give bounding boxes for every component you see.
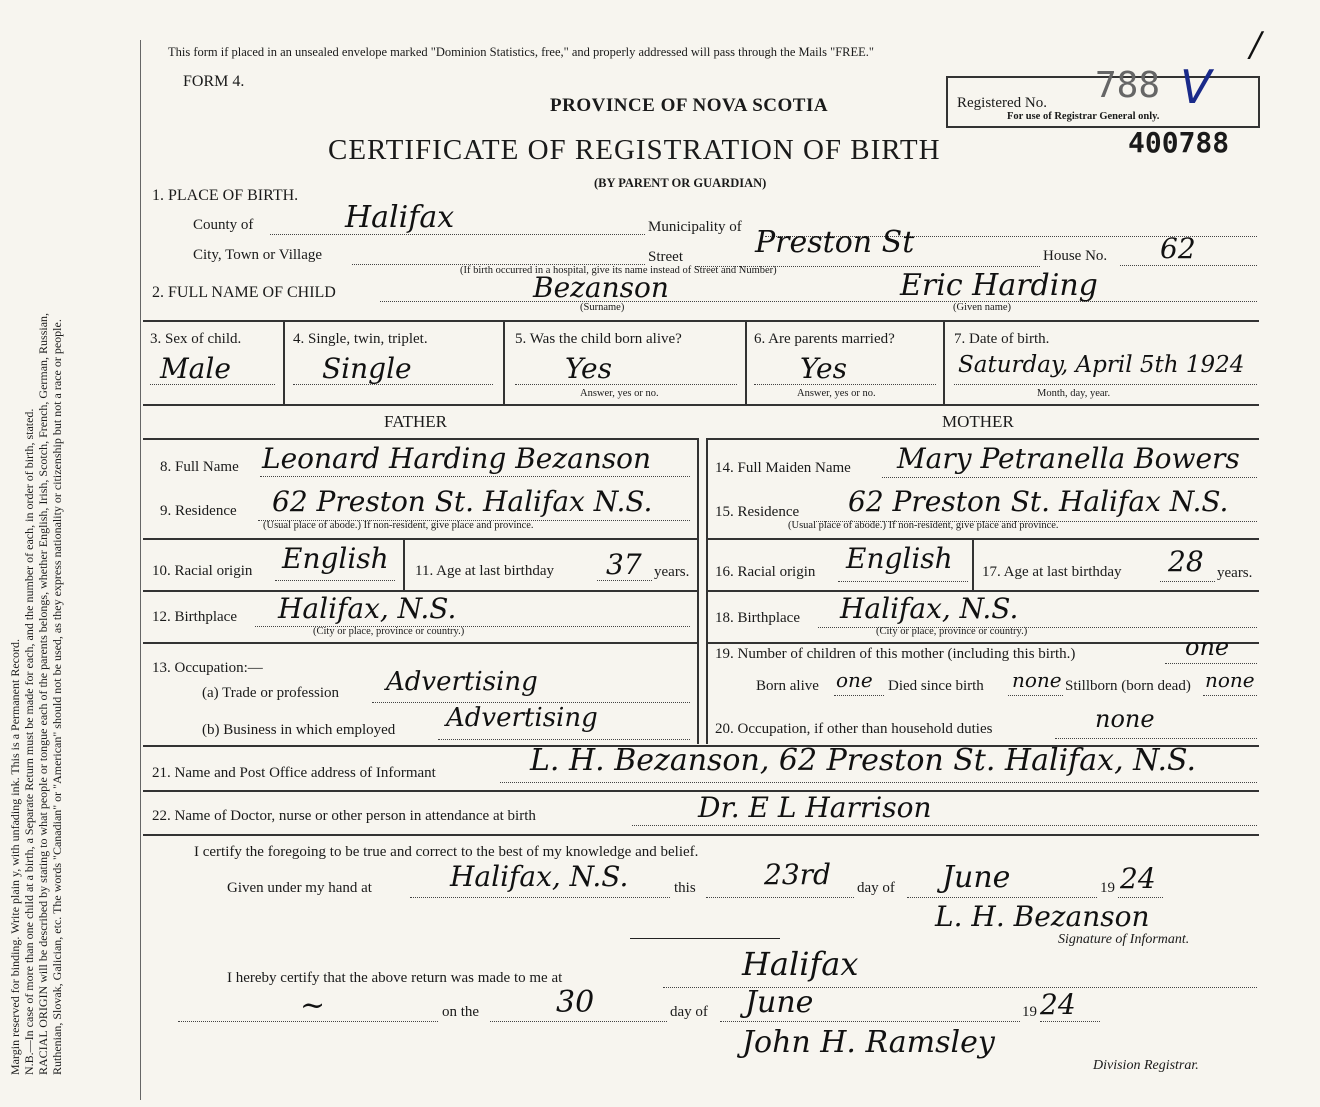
margin-divider (140, 40, 141, 1100)
certificate-title: CERTIFICATE OF REGISTRATION OF BIRTH (328, 134, 941, 166)
father-racial-label: 10. Racial origin (152, 563, 253, 579)
certificate-subtitle: (BY PARENT OR GUARDIAN) (594, 176, 767, 190)
province-title: PROVINCE OF NOVA SCOTIA (550, 95, 829, 116)
mother-age-value: 28 (1168, 545, 1204, 578)
sex-value: Male (160, 352, 231, 385)
born-alive-count-label: Born alive (756, 678, 819, 694)
on-the-label: on the (442, 1004, 480, 1020)
married-label: 6. Are parents married? (754, 331, 895, 347)
father-age-unit: years. (654, 564, 690, 580)
informant-value: L. H. Bezanson, 62 Preston St. Halifax, N.S. (530, 743, 1197, 778)
registered-label: Registered No. (957, 95, 1047, 111)
father-business-value: Advertising (446, 703, 598, 733)
mother-children-label: 19. Number of children of this mother (including this birth.) (715, 646, 1076, 662)
given-day-of-label: day of (857, 880, 895, 896)
single-twin-label: 4. Single, twin, triplet. (293, 331, 428, 347)
stillborn-label: Stillborn (born dead) (1065, 678, 1191, 694)
hospital-note: (If birth occurred in a hospital, give its name instead of Street and Number) (460, 265, 777, 276)
form-number: FORM 4. (183, 73, 245, 90)
mother-racial-value: English (846, 542, 953, 575)
margin-line-1: Margin reserved for binding. Write plain y, with unfading ink. This is a Permanent Record. (8, 639, 22, 1075)
stamp-number: 400788 (1128, 126, 1230, 159)
date-of-birth-note: Month, day, year. (1037, 388, 1111, 399)
father-racial-value: English (282, 542, 389, 575)
certify-statement: I certify the foregoing to be true and correct to the best of my knowledge and belief. (194, 844, 699, 860)
father-birthplace-note: (City or place, province or country.) (313, 626, 465, 637)
given-under-hand-label: Given under my hand at (227, 880, 372, 896)
registered-number: 788 (1095, 65, 1161, 106)
registration-day-of-label: day of (670, 1004, 708, 1020)
father-birthplace-value: Halifax, N.S. (278, 592, 457, 625)
child-name-label: 2. FULL NAME OF CHILD (152, 284, 336, 301)
registrar-note: For use of Registrar General only. (1007, 111, 1160, 122)
county-value: Halifax (345, 200, 455, 235)
municipality-label: Municipality of (648, 219, 742, 235)
father-residence-label: 9. Residence (160, 503, 237, 519)
father-trade-value: Advertising (386, 667, 538, 697)
father-heading: FATHER (384, 412, 447, 431)
married-note: Answer, yes or no. (797, 388, 876, 399)
mother-residence-label: 15. Residence (715, 504, 800, 520)
mother-name-value: Mary Petranella Bowers (897, 442, 1240, 475)
mother-name-label: 14. Full Maiden Name (715, 460, 851, 476)
doctor-label: 22. Name of Doctor, nurse or other person in attendance at birth (152, 808, 536, 824)
born-alive-note: Answer, yes or no. (580, 388, 659, 399)
date-of-birth-value: Saturday, April 5th 1924 (958, 352, 1245, 378)
doctor-value: Dr. E L Harrison (698, 791, 932, 824)
house-no-label: House No. (1043, 248, 1108, 264)
this-label: this (674, 880, 696, 896)
house-no-value: 62 (1160, 232, 1196, 265)
mother-age-unit: years. (1217, 565, 1253, 581)
father-name-value: Leonard Harding Bezanson (262, 442, 652, 475)
child-surname: Bezanson (533, 271, 669, 304)
father-occupation-label: 13. Occupation:— (152, 660, 263, 676)
margin-line-2: N.B.—In case of more than one child at a birth, a Separate Return must be made for each, and the number of each, in order of birth, stated. (22, 408, 36, 1075)
sex-label: 3. Sex of child. (150, 331, 242, 347)
registration-year-value: 24 (1040, 988, 1076, 1021)
margin-line-4: Ruthenian, Slovak, Galician, etc. The words "Canadian" or "American" should not be used, as they express nationality or citizenship but not a race or people. (50, 319, 64, 1075)
registration-year-prefix: 19 (1022, 1004, 1037, 1020)
stillborn-value: none (1205, 668, 1255, 692)
registrar-signature: John H. Ramsley (742, 1025, 995, 1060)
margin-notes (8, 25, 143, 1075)
division-registrar-label: Division Registrar. (1093, 1058, 1199, 1073)
given-month-value: June (942, 860, 1011, 895)
date-of-birth-label: 7. Date of birth. (954, 331, 1050, 347)
mother-occupation-label: 20. Occupation, if other than household duties (715, 721, 993, 737)
died-since-birth-value: none (1012, 668, 1062, 692)
informant-signature: L. H. Bezanson (935, 900, 1150, 933)
corner-mark: / (1250, 25, 1262, 65)
registrar-statement: I hereby certify that the above return was made to me at (227, 970, 563, 986)
registration-month-value: June (745, 985, 814, 1020)
father-residence-note: (Usual place of abode.) If non-resident, give place and province. (263, 520, 534, 531)
father-age-value: 37 (606, 548, 642, 581)
check-mark-icon: V (1180, 60, 1212, 114)
informant-label: 21. Name and Post Office address of Informant (152, 765, 436, 781)
given-name-note: (Given name) (953, 302, 1012, 313)
given-year-value: 24 (1120, 862, 1156, 895)
signature-of-informant-label: Signature of Informant. (1058, 932, 1190, 947)
mother-age-label: 17. Age at last birthday (982, 564, 1122, 580)
margin-line-3: RACIAL ORIGIN will be described by stating to what people or tongue each of the parents belongs, whether English, Irish, Scotch, French, German, Russian, (36, 312, 50, 1075)
died-since-birth-label: Died since birth (888, 678, 984, 694)
mother-residence-note: (Usual place of abode.) If non-resident, give place and province. (788, 520, 1059, 531)
mother-occupation-value: none (1095, 705, 1155, 733)
father-birthplace-label: 12. Birthplace (152, 609, 237, 625)
given-year-prefix: 19 (1100, 880, 1115, 896)
mother-residence-value: 62 Preston St. Halifax N.S. (848, 485, 1229, 518)
father-age-label: 11. Age at last birthday (415, 563, 554, 579)
mother-racial-label: 16. Racial origin (715, 564, 816, 580)
born-alive-value: Yes (565, 352, 612, 385)
given-place-value: Halifax, N.S. (450, 860, 629, 893)
mother-heading: MOTHER (942, 412, 1014, 431)
mother-children-value: one (1185, 633, 1230, 661)
father-trade-label: (a) Trade or profession (202, 685, 340, 701)
surname-note: (Surname) (580, 302, 625, 313)
born-alive-label: 5. Was the child born alive? (515, 331, 682, 347)
child-given-name: Eric Harding (900, 268, 1098, 303)
married-value: Yes (800, 352, 847, 385)
street-value: Preston St (755, 225, 915, 260)
mother-birthplace-value: Halifax, N.S. (840, 592, 1019, 625)
mother-birthplace-note: (City or place, province or country.) (876, 626, 1028, 637)
given-day-value: 23rd (764, 858, 831, 891)
father-name-label: 8. Full Name (160, 459, 239, 475)
registrar-flourish: ~ (300, 988, 326, 1023)
mother-birthplace-label: 18. Birthplace (715, 610, 800, 626)
registrar-place-value: Halifax (742, 945, 859, 983)
county-label: County of (193, 217, 254, 233)
father-residence-value: 62 Preston St. Halifax N.S. (272, 485, 653, 518)
city-label: City, Town or Village (193, 247, 323, 263)
father-business-label: (b) Business in which employed (202, 722, 396, 738)
place-of-birth-label: 1. PLACE OF BIRTH. (152, 187, 299, 204)
registration-day-value: 30 (556, 985, 595, 1020)
born-alive-count-value: one (836, 668, 873, 692)
mail-notice: This form if placed in an unsealed envelope marked "Dominion Statistics, free," and properly addressed will pass through the Mails "FREE." (168, 45, 875, 59)
street-label: Street (648, 249, 683, 265)
single-twin-value: Single (322, 352, 412, 385)
